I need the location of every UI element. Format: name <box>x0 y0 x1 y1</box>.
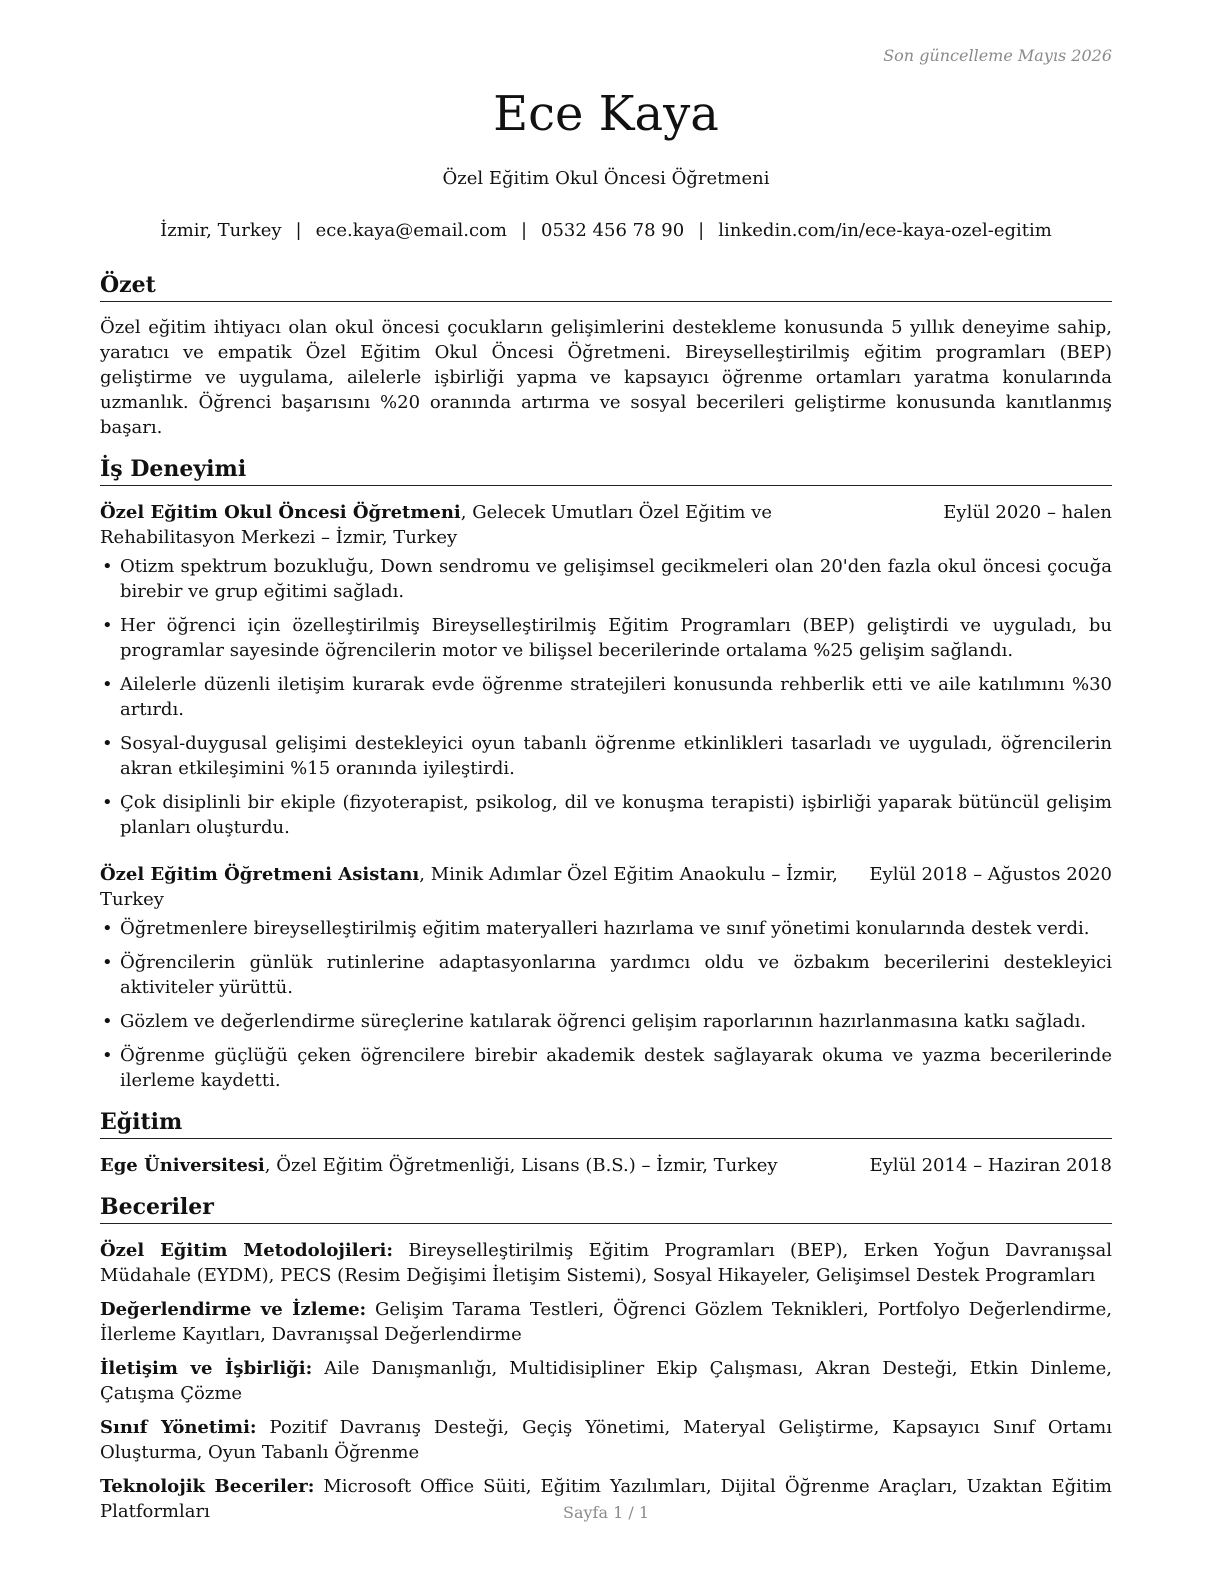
skill-label: Sınıf Yönetimi: <box>100 1417 257 1438</box>
skill-text: Gelişim Tarama Testleri, Öğrenci Gözlem Teknikleri, Portfolyo Değerlendirme, İlerleme Kayıtları, Davranışsal Değerlendirme <box>100 1299 1113 1345</box>
contact-separator: | <box>520 220 528 241</box>
job-role-org <box>100 500 890 550</box>
education-details: , Özel Eğitim Öğretmenliği, Lisans (B.S.) – İzmir, Turkey <box>264 1155 778 1176</box>
candidate-title: Özel Eğitim Okul Öncesi Öğretmeni <box>442 168 770 189</box>
contact-separator: | <box>295 220 302 241</box>
list-item: • Her öğrenci için özelleştirilmiş Bireyselleştirilmiş Eğitim Programları (BEP) geliştirdi ve uyguladı, bu programlar sayesinde öğrencilerin motor ve bilişsel becerilerinde ortalama %25 gelişim sağlandı. <box>100 613 1112 663</box>
job-dates: Eylül 2018 – Ağustos 2020 <box>869 864 1112 885</box>
job-org: , Gelecek Umutları Özel Eğitim ve Rehabilitasyon Merkezi – İzmir, Turkey <box>100 502 773 548</box>
job-role-org <box>100 862 849 912</box>
skill-text: Bireyselleştirilmiş Eğitim Programları (BEP), Erken Yoğun Davranışsal Müdahale (EYDM), PECS (Resim Değişimi İletişim Sistemi), Sosyal Hikayeler, Gelişimsel Destek Programları <box>100 1240 1113 1286</box>
summary-text: Özel eğitim ihtiyacı olan okul öncesi çocukların gelişimlerini destekleme konusunda 5 yıllık deneyime sahip, yaratıcı ve empatik Özel Eğitim Okul Öncesi Öğretmeni. Bireyselleştirilmiş eğitim programları (BEP) geliştirme ve uygulama, ailelerle işbirliği yapma ve kapsayıcı öğrenme ortamları yaratma konularında uzmanlık. Öğrenci başarısını %20 oranında artırma ve sosyal becerileri geliştirme konusunda kanıtlanmış başarı. <box>100 317 1112 438</box>
list-item: • Gözlem ve değerlendirme süreçlerine katılarak öğrenci gelişim raporlarının hazırlanmasına katkı sağladı. <box>100 1009 1112 1034</box>
education-section <box>100 1107 1112 1178</box>
skills-heading: Beceriler <box>100 1192 1112 1224</box>
contact-line <box>100 220 1112 241</box>
job-bullets <box>100 554 1112 840</box>
list-item: • Öğretmenlere bireyselleştirilmiş eğitim materyalleri hazırlama ve sınıf yönetimi konularında destek verdi. <box>100 916 1112 941</box>
list-item: • Çok disiplinli bir ekiple (fizyoterapist, psikolog, dil ve konuşma terapisti) işbirliği yaparak bütüncül gelişim planları oluşturdu. <box>100 790 1112 840</box>
skills-section <box>100 1192 1112 1524</box>
list-item: • Öğrencilerin günlük rutinlerine adaptasyonlarına yardımcı oldu ve özbakım becerilerini destekleyici aktiviteler yürüttü. <box>100 950 1112 1000</box>
skill-label: Teknolojik Beceriler: <box>100 1476 315 1497</box>
job-entry <box>100 500 1112 840</box>
job-dates: Eylül 2020 – halen <box>943 502 1112 523</box>
skill-label: Özel Eğitim Metodolojileri: <box>100 1240 394 1261</box>
education-school-details <box>100 1153 778 1178</box>
job-header <box>100 500 1112 550</box>
list-item: • Otizm spektrum bozukluğu, Down sendromu ve gelişimsel gecikmeleri olan 20'den fazla okul öncesi çocuğa birebir ve grup eğitimi sağladı. <box>100 554 1112 604</box>
job-role: Özel Eğitim Okul Öncesi Öğretmeni <box>100 502 461 523</box>
list-item: • Sosyal-duygusal gelişimi destekleyici oyun tabanlı öğrenme etkinlikleri tasarladı ve uyguladı, öğrencilerin akran etkileşimini %15 oranında iyileştirdi. <box>100 731 1112 781</box>
job-role: Özel Eğitim Öğretmeni Asistanı <box>100 864 420 885</box>
candidate-name: Ece Kaya <box>493 86 719 142</box>
summary-section <box>100 270 1112 440</box>
list-item: • Ailelerle düzenli iletişim kurarak evde öğrenme stratejileri konusunda rehberlik etti ve aile katılımını %30 artırdı. <box>100 672 1112 722</box>
skill-text: Aile Danışmanlığı, Multidisipliner Ekip Çalışması, Akran Desteği, Etkin Dinleme, Çatışma Çözme <box>100 1358 1113 1404</box>
contact-email[interactable]: ece.kaya@email.com <box>315 220 507 241</box>
job-org: , Minik Adımlar Özel Eğitim Anaokulu – İzmir, Turkey <box>100 864 838 910</box>
resume-page <box>100 0 1112 1584</box>
experience-section <box>100 454 1112 1093</box>
skill-label: Değerlendirme ve İzleme: <box>100 1299 367 1320</box>
resume-content <box>100 270 1112 1538</box>
skill-group <box>100 1415 1112 1465</box>
list-item: • Öğrenme güçlüğü çeken öğrencilere birebir akademik destek sağlayarak okuma ve yazma becerilerinde ilerleme kaydetti. <box>100 1043 1112 1093</box>
skill-group <box>100 1297 1112 1347</box>
job-entry <box>100 862 1112 1093</box>
education-school: Ege Üniversitesi <box>100 1155 265 1176</box>
contact-location: İzmir, Turkey <box>160 220 282 241</box>
skill-group <box>100 1356 1112 1406</box>
experience-heading: İş Deneyimi <box>100 454 1112 486</box>
skill-text: Microsoft Office Süiti, Eğitim Yazılımları, Dijital Öğrenme Araçları, Uzaktan Eğitim Platformları <box>100 1476 1112 1522</box>
contact-phone: 0532 456 78 90 <box>541 220 685 241</box>
contact-linkedin[interactable]: linkedin.com/in/ece-kaya-ozel-egitim <box>718 220 1052 241</box>
summary-heading: Özet <box>100 270 1112 302</box>
job-header <box>100 862 1112 912</box>
skill-label: İletişim ve İşbirliği: <box>100 1358 313 1379</box>
job-bullets <box>100 916 1112 1093</box>
skill-group <box>100 1238 1112 1288</box>
contact-separator: | <box>698 220 705 241</box>
education-entry <box>100 1153 1112 1178</box>
education-dates: Eylül 2014 – Haziran 2018 <box>869 1155 1112 1176</box>
last-updated: Son güncelleme Mayıs 2026 <box>883 46 1112 65</box>
page-number: Sayfa 1 / 1 <box>562 1503 649 1522</box>
education-heading: Eğitim <box>100 1107 1112 1139</box>
skill-text: Pozitif Davranış Desteği, Geçiş Yönetimi, Materyal Geliştirme, Kapsayıcı Sınıf Ortamı Oluşturma, Oyun Tabanlı Öğrenme <box>100 1417 1112 1463</box>
